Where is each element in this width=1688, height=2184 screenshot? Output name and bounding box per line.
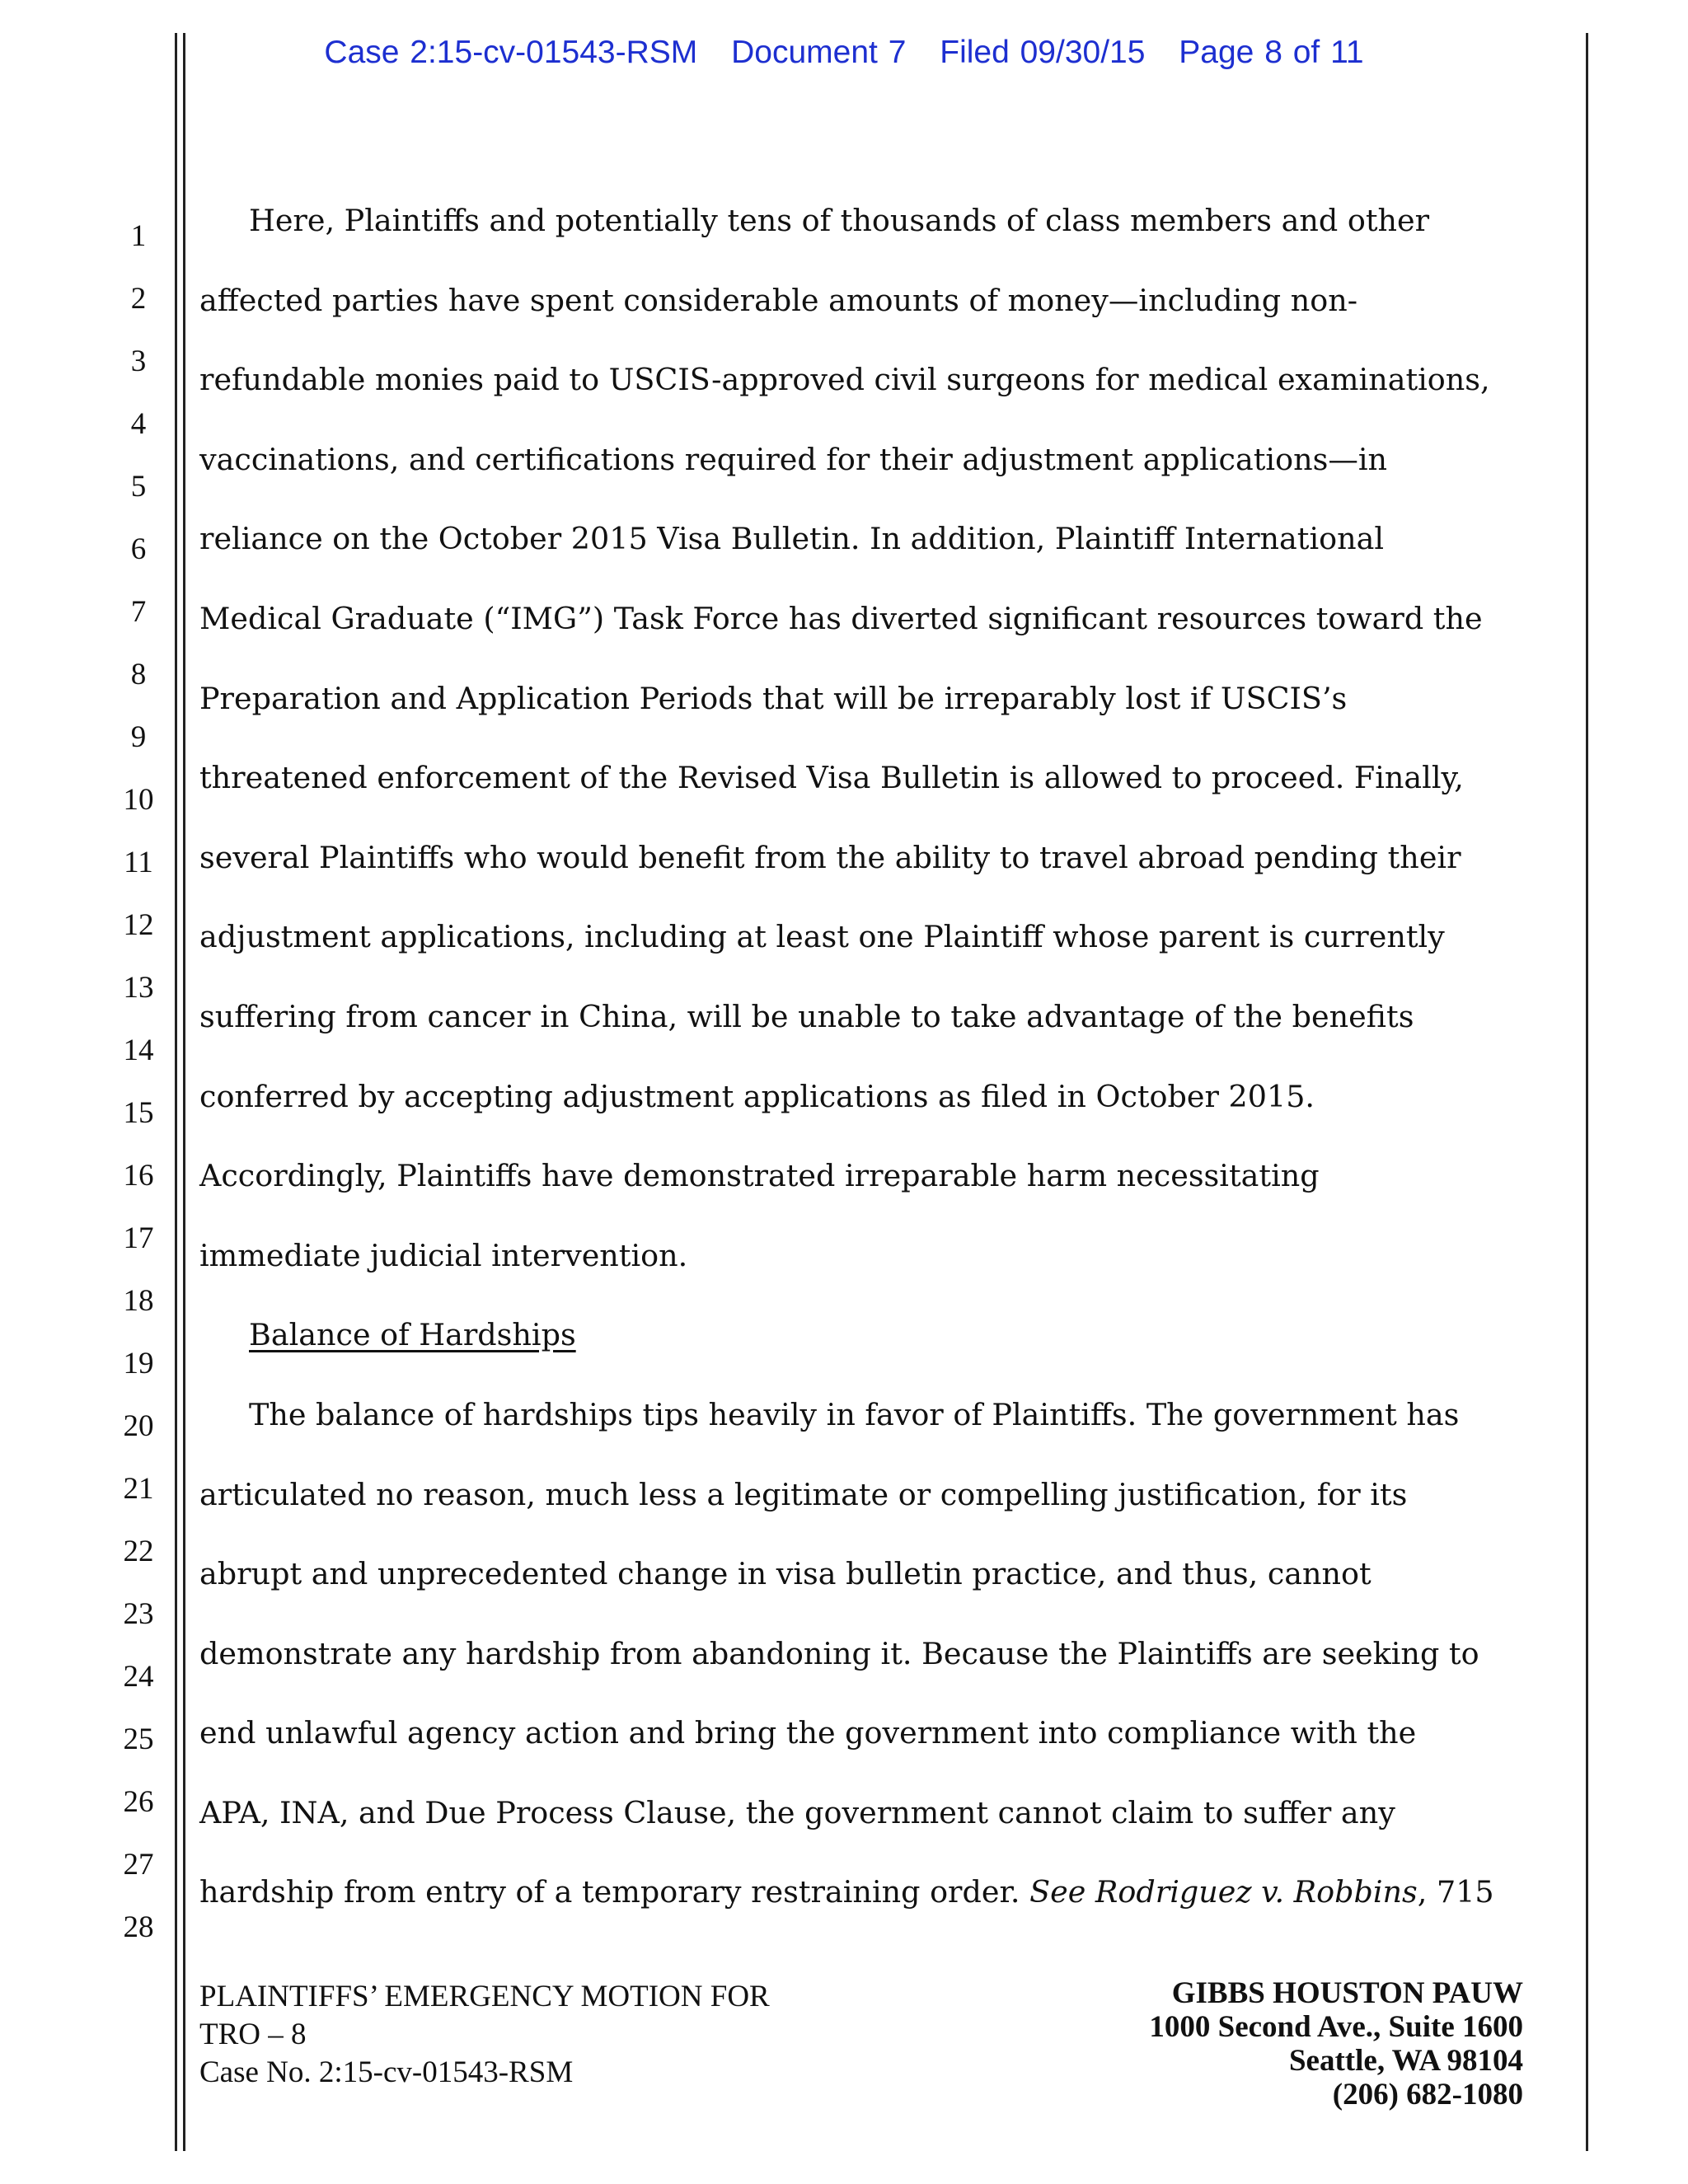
line-number: 14 <box>123 1033 154 1067</box>
body-line: vaccinations, and certifications required for their adjustment applications—in <box>199 441 1388 477</box>
firm-city: Seattle, WA 98104 <box>1288 2044 1523 2078</box>
body-line: The balance of hardships tips heavily in favor of Plaintiffs. The government has <box>249 1396 1460 1432</box>
line-number: 16 <box>123 1159 154 1193</box>
line-number: 7 <box>130 595 147 629</box>
line-number: 4 <box>130 407 147 441</box>
footer-case-number: Case No. 2:15-cv-01543-RSM <box>199 2055 574 2089</box>
line-number: 3 <box>130 344 147 378</box>
last-line-end: , 715 <box>1417 1874 1494 1910</box>
last-line-start: hardship from entry of a temporary restraining order. <box>199 1874 1030 1910</box>
firm-name: GIBBS HOUSTON PAUW <box>1171 1976 1523 2010</box>
line-number: 13 <box>123 971 154 1005</box>
line-number: 17 <box>123 1221 154 1255</box>
line-number: 11 <box>124 846 153 879</box>
body-line-last <box>199 1853 1518 1933</box>
footer-title-line: TRO – 8 <box>199 2018 307 2051</box>
left-margin-rule-inner <box>183 33 185 2151</box>
line-number: 12 <box>123 908 154 942</box>
body-line: affected parties have spent considerable amounts of money—including non- <box>199 282 1358 318</box>
document-number: Document 7 <box>731 35 907 70</box>
line-number: 5 <box>130 470 147 504</box>
line-number: 23 <box>123 1597 154 1631</box>
line-number: 8 <box>130 658 147 691</box>
left-margin-rule-outer <box>175 33 177 2151</box>
line-number: 6 <box>130 532 147 566</box>
filed-date: Filed 09/30/15 <box>940 35 1146 70</box>
body-line: immediate judicial intervention. <box>199 1237 688 1273</box>
body-line: conferred by accepting adjustment applications as filed in October 2015. <box>199 1078 1315 1114</box>
body-line: end unlawful agency action and bring the government into compliance with the <box>199 1715 1417 1751</box>
line-number: 19 <box>123 1347 154 1380</box>
footer-firm-info <box>1149 1976 1523 2111</box>
body-line: abrupt and unprecedented change in visa bulletin practice, and thus, cannot <box>199 1556 1372 1592</box>
footer-document-title <box>199 1978 770 2092</box>
body-line: suffering from cancer in China, will be unable to take advantage of the benefits <box>199 998 1414 1034</box>
body-line: several Plaintiffs who would benefit from the ability to travel abroad pending their <box>199 839 1461 875</box>
case-citation: See Rodriguez v. Robbins <box>1029 1874 1418 1910</box>
line-number: 10 <box>123 783 154 817</box>
body-line: Accordingly, Plaintiffs have demonstrated irreparable harm necessitating <box>199 1158 1320 1194</box>
body-line: Here, Plaintiffs and potentially tens of thousands of class members and other <box>249 203 1430 238</box>
section-heading <box>199 1296 1518 1376</box>
line-number: 9 <box>130 720 147 754</box>
line-number: 2 <box>130 282 147 316</box>
line-number: 27 <box>123 1848 154 1882</box>
right-margin-rule <box>1586 33 1588 2151</box>
firm-phone: (206) 682-1080 <box>1332 2078 1523 2111</box>
body-line: demonstrate any hardship from abandoning it. Because the Plaintiffs are seeking to <box>199 1635 1479 1671</box>
footer-title-line: PLAINTIFFS’ EMERGENCY MOTION FOR <box>199 1980 770 2013</box>
line-number: 26 <box>123 1785 154 1819</box>
page-indicator: Page 8 of 11 <box>1179 35 1364 70</box>
body-line: Medical Graduate (“IMG”) Task Force has diverted significant resources toward the <box>199 600 1483 636</box>
line-number: 25 <box>123 1722 154 1756</box>
line-number: 21 <box>123 1472 154 1506</box>
line-number: 24 <box>123 1660 154 1694</box>
line-number: 15 <box>123 1096 154 1130</box>
body-line: reliance on the October 2015 Visa Bulletin. In addition, Plaintiff International <box>199 521 1385 557</box>
court-filing-header <box>0 35 1688 71</box>
line-number: 20 <box>123 1409 154 1443</box>
body-line: Preparation and Application Periods that will be irreparably lost if USCIS’s <box>199 680 1348 716</box>
line-number: 1 <box>130 219 147 253</box>
body-line: threatened enforcement of the Revised Visa Bulletin is allowed to proceed. Finally, <box>199 760 1464 796</box>
body-line: APA, INA, and Due Process Clause, the government cannot claim to suffer any <box>199 1794 1395 1830</box>
body-line: refundable monies paid to USCIS-approved civil surgeons for medical examinations, <box>199 362 1490 398</box>
line-number: 28 <box>123 1910 154 1944</box>
body-line: articulated no reason, much less a legitimate or compelling justification, for its <box>199 1476 1408 1512</box>
section-heading-text: Balance of Hardships <box>249 1317 576 1353</box>
line-number: 18 <box>123 1284 154 1318</box>
line-number: 22 <box>123 1535 154 1568</box>
line-numbers <box>0 0 173 2184</box>
case-number: Case 2:15-cv-01543-RSM <box>324 35 698 70</box>
body-text <box>199 181 1518 1933</box>
firm-address: 1000 Second Ave., Suite 1600 <box>1149 2010 1523 2044</box>
body-line: adjustment applications, including at least one Plaintiff whose parent is currently <box>199 919 1445 955</box>
